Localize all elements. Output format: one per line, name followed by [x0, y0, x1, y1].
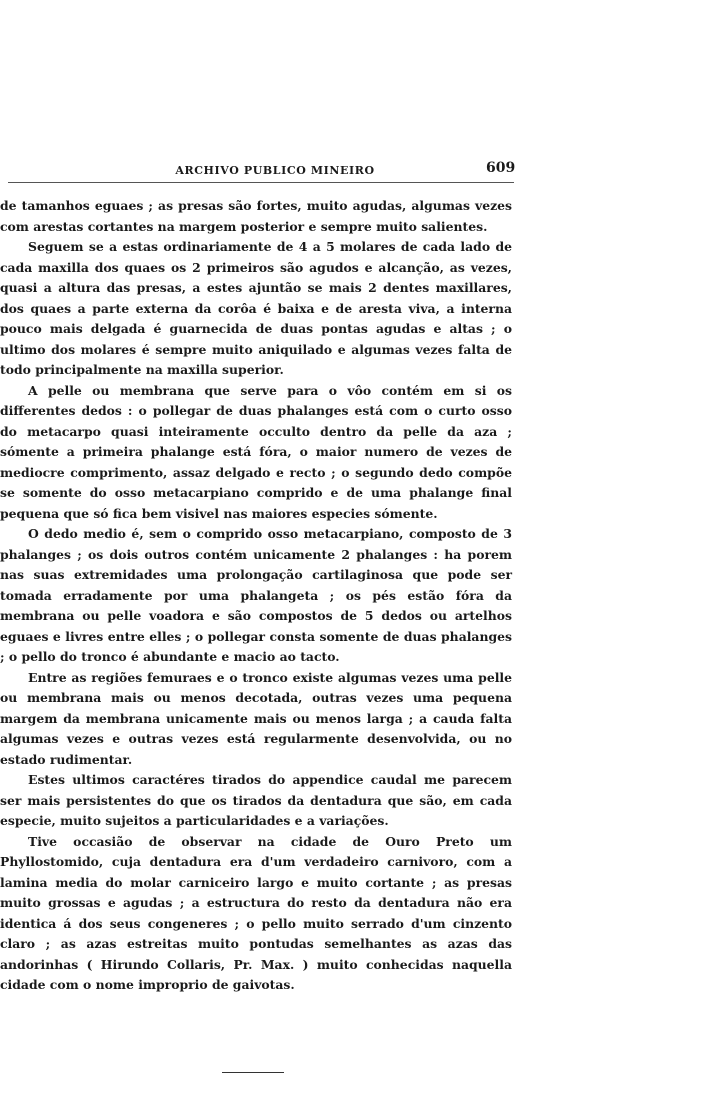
running-head — [0, 160, 717, 182]
paragraph: O dedo medio é, sem o comprido osso metacarpiano, composto de 3 phalanges ; os dois outros contém unicamente 2 phalanges : ha porem nas suas extremidades uma prolongação cartilaginosa que pode ser tomada erradamente por uma phalangeta ; os pés estão fóra da membrana ou pelle voadora e são compostos de 5 dedos ou artelhos eguaes e livres entre elles ; o pollegar consta somente de duas phalanges ; o pello do tronco é abundante e macio ao tacto. — [0, 526, 512, 664]
footer-rule — [222, 1072, 284, 1073]
paragraph: Tive occasião de observar na cidade de Ouro Preto um Phyllostomido, cuja dentadura era d'um verdadeiro carnivoro, com a lamina media do molar carniceiro largo e muito cortante ; as presas muito grossas e agudas ; a estructura do resto da dentadura não era identica á dos seus congeneres ; o pello muito serrado d'um cinzento claro ; as azas estreitas muito pontudas semelhantes as azas das andorinhas ( Hirundo Collaris, Pr. Max. ) muito conhecidas naquella cidade com o nome improprio de gaivotas. — [0, 833, 512, 992]
paragraph: A pelle ou membrana que serve para o vôo contém em si os differentes dedos : o pollegar de duas phalanges está com o curto osso do metacarpo quasi inteiramente occulto dentro da pelle da aza ; sómente a primeira phalange está fóra, o maior numero de vezes de mediocre comprimento, assaz delgado e recto ; o segundo dedo compõe se somente do osso metacarpiano comprido e de uma phalange final pequena que só fica bem visivel nas maiores especies sómente. — [0, 382, 512, 521]
page-number: 609 — [486, 160, 516, 176]
journal-title: ARCHIVO PUBLICO MINEIRO — [175, 164, 375, 177]
header-rule — [8, 182, 514, 183]
body-text — [0, 196, 512, 996]
paragraph: de tamanhos eguaes ; as presas são fortes, muito agudas, algumas vezes com arestas cortantes na margem posterior e sempre muito salientes. — [0, 198, 512, 234]
paragraph: Entre as regiões femuraes e o tronco existe algumas vezes uma pelle ou membrana mais ou menos decotada, outras vezes uma pequena margem da membrana unicamente mais ou menos larga ; a cauda falta algumas vezes e outras vezes está regularmente desenvolvida, ou no estado rudimentar. — [0, 669, 512, 767]
paragraph: Estes ultimos caractéres tirados do appendice caudal me parecem ser mais persistentes do que os tirados da dentadura que são, em cada especie, muito sujeitos a particularidades e a variações. — [0, 772, 512, 828]
paragraph: Seguem se a estas ordinariamente de 4 a 5 molares de cada lado de cada maxilla dos quaes os 2 primeiros são agudos e alcanção, as vezes, quasi a altura das presas, a estes ajuntão se mais 2 dentes maxillares, dos quaes a parte externa da corôa é baixa e de aresta viva, a interna pouco mais delgada é guarnecida de duas pontas agudas e altas ; o ultimo dos molares é sempre muito aniquilado e algumas vezes falta de todo principalmente na maxilla superior. — [0, 239, 512, 377]
